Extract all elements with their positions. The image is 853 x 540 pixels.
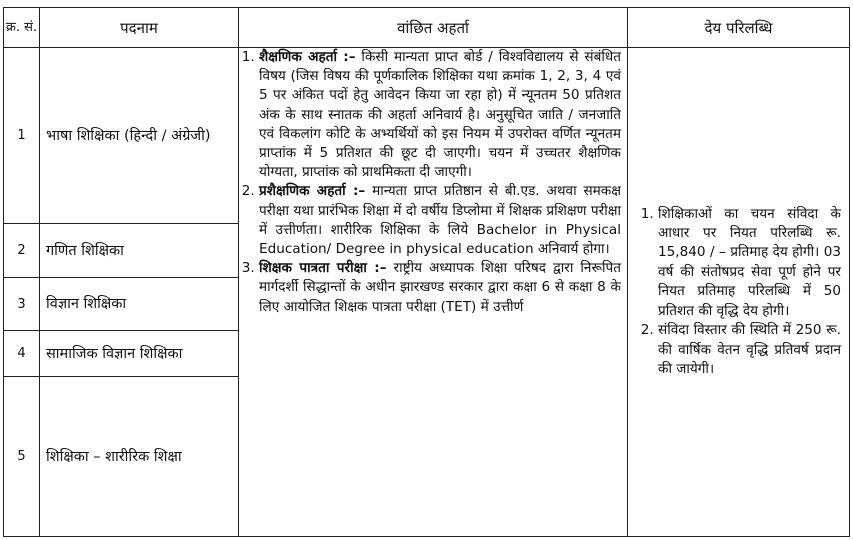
pay-cell — [628, 48, 850, 537]
serial-number: 3 — [4, 278, 40, 331]
header-pay: देय परिलब्धि — [628, 8, 850, 48]
recruitment-table — [3, 7, 850, 537]
serial-number: 5 — [4, 377, 40, 537]
qualification-text: राष्ट्रीय अध्यापक शिक्षा परिषद द्वारा निरूपित मार्गदर्शी सिद्धान्तों के अधीन झारखण्ड सरकार द्वारा कक्षा 6 से कक्षा 8 के लिए आयोजित शिक्षक पात्रता परीक्षा (TET) में उत्तीर्ण — [259, 260, 622, 315]
pay-item: 1. शिक्षिकाओं का चयन संविदा के आधार पर नियत परिलब्धि रू. 15,840 / – प्रतिमाह देय होगी। 03 वर्ष की संतोषप्रद सेवा पूर्ण होने पर नियत प्रतिमाह परिलब्धि में 50 प्रतिशत की वृद्धि देय होगी। — [658, 205, 841, 321]
serial-number: 4 — [4, 331, 40, 377]
table-row — [4, 48, 850, 224]
post-name: शिक्षिका – शारीरिक शिक्षा — [40, 377, 239, 537]
post-name: गणित शिक्षिका — [40, 224, 239, 278]
qualification-cell — [239, 48, 628, 537]
post-name: भाषा शिक्षिका (हिन्दी / अंग्रेजी) — [40, 48, 239, 224]
post-name: विज्ञान शिक्षिका — [40, 278, 239, 331]
post-name: सामाजिक विज्ञान शिक्षिका — [40, 331, 239, 377]
qualification-title: प्रशैक्षणिक अहर्ता :– — [259, 183, 366, 200]
qualification-item — [259, 259, 621, 317]
serial-number: 1 — [4, 48, 40, 224]
header-qualification: वांछित अहर्ता — [239, 8, 628, 48]
header-serial-number: क्र. सं. — [4, 8, 40, 48]
pay-list — [628, 205, 849, 380]
qualification-item — [259, 182, 621, 259]
cropped-heading — [0, 0, 853, 6]
pay-item: 2. संविदा विस्तार की स्थिति में 250 रू. की वार्षिक वेतन वृद्धि प्रतिवर्ष प्रदान की जायेगी। — [658, 321, 841, 379]
qualification-title: शिक्षक पात्रता परीक्षा :– — [259, 260, 387, 277]
table-header-row — [4, 8, 850, 48]
qualification-title: शैक्षणिक अहर्ता :– — [259, 49, 356, 65]
qualification-text: मान्यता प्राप्त प्रतिष्ठान से बी.एड. अथवा समकक्ष परीक्षा यथा प्रारंभिक शिक्षा में दो वर्षीय डिप्लोमा में शिक्षक प्रशिक्षण परीक्षा में उत्तीर्णता। शारीरिक शिक्षिका के लिये Bachelor in Physical Education/ Degree in physical education अनिवार्य होगा। — [259, 183, 621, 258]
qualification-list — [239, 48, 627, 317]
serial-number: 2 — [4, 224, 40, 278]
qualification-item — [259, 48, 621, 182]
qualification-text: किसी मान्यता प्राप्त बोर्ड / विश्वविद्यालय से संबंधित विषय (जिस विषय की पूर्णकालिक शिक्षिका यथा क्रमांक 1, 2, 3, 4 एवं 5 पर अंकित पदों हेतु आवेदन किया जा रहा हो) में न्यूनतम 50 प्रतिशत अंक के साथ स्नातक की अहर्ता अनिवार्य है। अनुसूचित जाति / जनजाति एवं विकलांग कोटि के अभ्यर्थियों को इस नियम में उपरोक्त वर्णित न्यूनतम प्राप्तांक में 5 प्रतिशत की छूट दी जाएगी। चयन में उच्चतर शैक्षणिक योग्यता, प्राप्तांक को प्राथमिकता दी जाएगी। — [259, 49, 621, 181]
header-post-name: पदनाम — [40, 8, 239, 48]
